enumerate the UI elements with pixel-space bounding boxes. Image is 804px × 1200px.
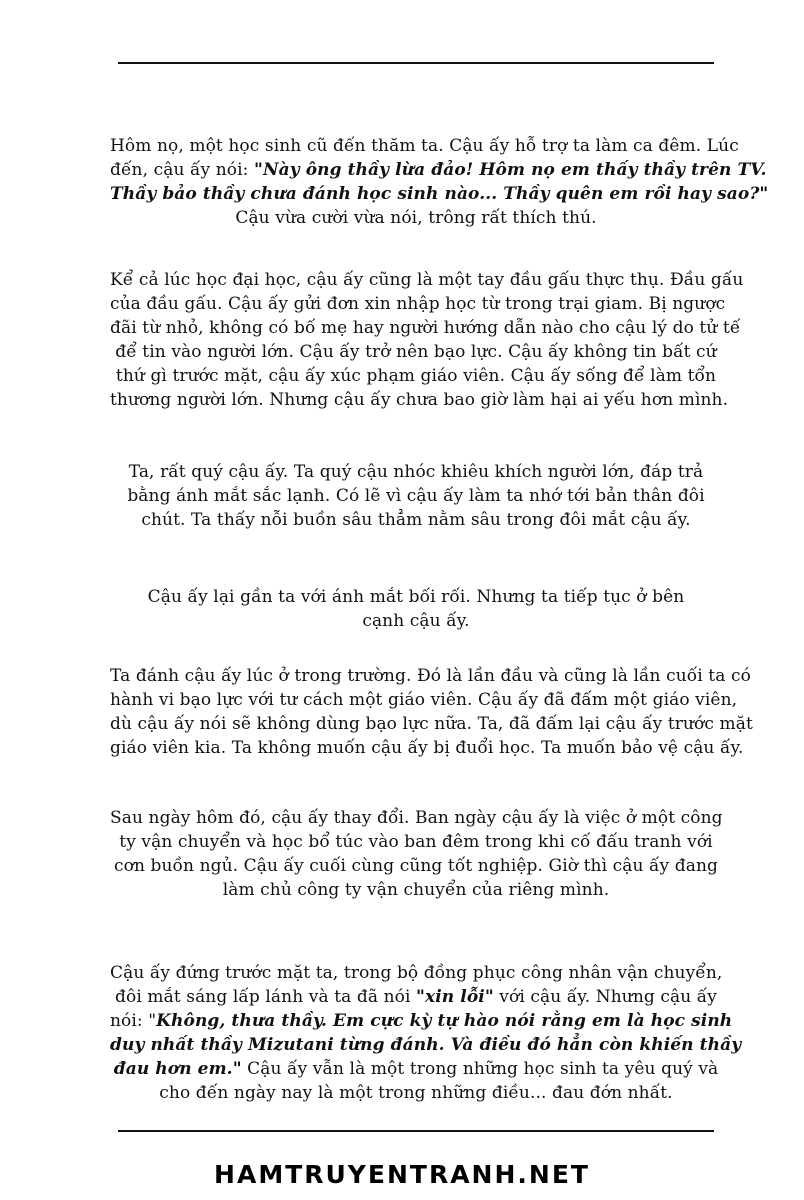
paragraph-6: [110, 806, 722, 902]
text-run: Cậu ấy lại gần ta với ánh mắt bối rối. Nhưng ta tiếp tục ở bên: [147, 587, 685, 607]
emphasized-text: Không, thưa thầy. Em cực kỳ tự hào nói rằng em là học sinh: [156, 1011, 733, 1031]
text-run: giáo viên kia. Ta không muốn cậu ấy bị đuổi học. Ta muốn bảo vệ cậu ấy.: [110, 738, 744, 758]
text-run: chút. Ta thấy nỗi buồn sâu thẳm nằm sâu trong đôi mắt cậu ấy.: [141, 510, 691, 530]
text-run: Kể cả lúc học đại học, cậu ấy cũng là một tay đầu gấu thực thụ. Đầu gấu: [110, 270, 744, 290]
text-line: [110, 182, 769, 206]
text-run: với cậu ấy. Nhưng cậu ấy: [493, 987, 717, 1007]
text-line: [110, 460, 722, 484]
text-run: bằng ánh mắt sắc lạnh. Có lẽ vì cậu ấy làm ta nhớ tới bản thân đôi: [127, 486, 705, 506]
text-line: [110, 1057, 722, 1081]
text-run: Ta đánh cậu ấy lúc ở trong trường. Đó là lần đầu và cũng là lần cuối ta có: [110, 666, 751, 686]
text-line: [110, 268, 744, 292]
text-run: dù cậu ấy nói sẽ không dùng bạo lực nữa. Ta, đã đấm lại cậu ấy trước mặt: [110, 714, 753, 734]
text-line: [110, 340, 722, 364]
paragraph-7: [110, 961, 742, 1105]
text-run: nói: ": [110, 1011, 157, 1031]
text-run: làm chủ công ty vận chuyển của riêng mình.: [222, 880, 610, 900]
text-line: [110, 292, 726, 316]
text-run: đến, cậu ấy nói:: [110, 160, 254, 180]
text-run: Cậu ấy đứng trước mặt ta, trong bộ đồng phục công nhân vận chuyển,: [110, 963, 723, 983]
text-line: [110, 508, 722, 532]
text-line: [110, 316, 741, 340]
text-line: [110, 364, 722, 388]
bottom-divider: [118, 1130, 714, 1132]
text-line: [110, 1033, 742, 1057]
emphasized-text: đau hơn em.": [113, 1059, 242, 1079]
text-line: [110, 609, 722, 633]
text-run: ty vận chuyển và học bổ túc vào ban đêm trong khi cố đấu tranh với: [119, 832, 713, 852]
text-run: cạnh cậu ấy.: [362, 611, 470, 631]
text-line: [110, 664, 751, 688]
text-run: đôi mắt sáng lấp lánh và ta đã nói: [115, 987, 417, 1007]
emphasized-text: "Này ông thầy lừa đảo! Hôm nọ em thấy thầy trên TV.: [253, 160, 767, 180]
text-line: [110, 806, 722, 830]
text-line: [110, 854, 722, 878]
emphasized-text: "xin lỗi": [416, 987, 494, 1007]
paragraph-2: [110, 268, 744, 412]
text-line: [110, 134, 739, 158]
text-line: [110, 484, 722, 508]
text-run: thương người lớn. Nhưng cậu ấy chưa bao giờ làm hại ai yếu hơn mình.: [110, 390, 729, 410]
text-run: cho đến ngày nay là một trong những điều... đau đớn nhất.: [159, 1083, 673, 1103]
text-run: cơn buồn ngủ. Cậu ấy cuối cùng cũng tốt nghiệp. Giờ thì cậu ấy đang: [113, 856, 718, 876]
text-run: Hôm nọ, một học sinh cũ đến thăm ta. Cậu ấy hỗ trợ ta làm ca đêm. Lúc: [110, 136, 739, 156]
text-run: Cậu ấy vẫn là một trong những học sinh ta yêu quý và: [241, 1059, 719, 1079]
text-line: [110, 736, 744, 760]
text-line: [110, 1009, 733, 1033]
text-line: [110, 206, 722, 230]
text-run: của đầu gấu. Cậu ấy gửi đơn xin nhập học từ trong trại giam. Bị ngược: [110, 294, 726, 314]
text-line: [110, 830, 722, 854]
site-watermark: HAMTRUYENTRANH.NET: [214, 1160, 590, 1189]
text-line: [110, 688, 738, 712]
top-divider: [118, 62, 714, 64]
text-run: đãi từ nhỏ, không có bố mẹ hay người hướng dẫn nào cho cậu lý do tử tế: [110, 318, 741, 338]
text-run: Sau ngày hôm đó, cậu ấy thay đổi. Ban ngày cậu ấy là việc ở một công: [110, 808, 723, 828]
text-line: [110, 985, 722, 1009]
text-run: Ta, rất quý cậu ấy. Ta quý cậu nhóc khiêu khích người lớn, đáp trả: [128, 462, 704, 482]
text-run: Cậu vừa cười vừa nói, trông rất thích thú.: [235, 208, 597, 228]
text-run: hành vi bạo lực với tư cách một giáo viên. Cậu ấy đã đấm một giáo viên,: [110, 690, 738, 710]
text-run: thứ gì trước mặt, cậu ấy xúc phạm giáo viên. Cậu ấy sống để làm tổn: [115, 366, 717, 386]
paragraph-3: [110, 460, 722, 532]
text-line: [110, 712, 753, 736]
text-line: [110, 1081, 722, 1105]
emphasized-text: Thầy bảo thầy chưa đánh học sinh nào... Thầy quên em rồi hay sao?": [110, 184, 769, 204]
text-line: [110, 158, 767, 182]
paragraph-5: [110, 664, 753, 760]
text-line: [110, 585, 722, 609]
text-line: [110, 388, 729, 412]
text-line: [110, 878, 722, 902]
emphasized-text: duy nhất thầy Mizutani từng đánh. Và điều đó hẳn còn khiến thầy: [110, 1035, 742, 1055]
text-run: để tin vào người lớn. Cậu ấy trở nên bạo lực. Cậu ấy không tin bất cứ: [115, 342, 717, 362]
paragraph-1: [110, 134, 769, 230]
paragraph-4: [110, 585, 722, 633]
text-line: [110, 961, 722, 985]
